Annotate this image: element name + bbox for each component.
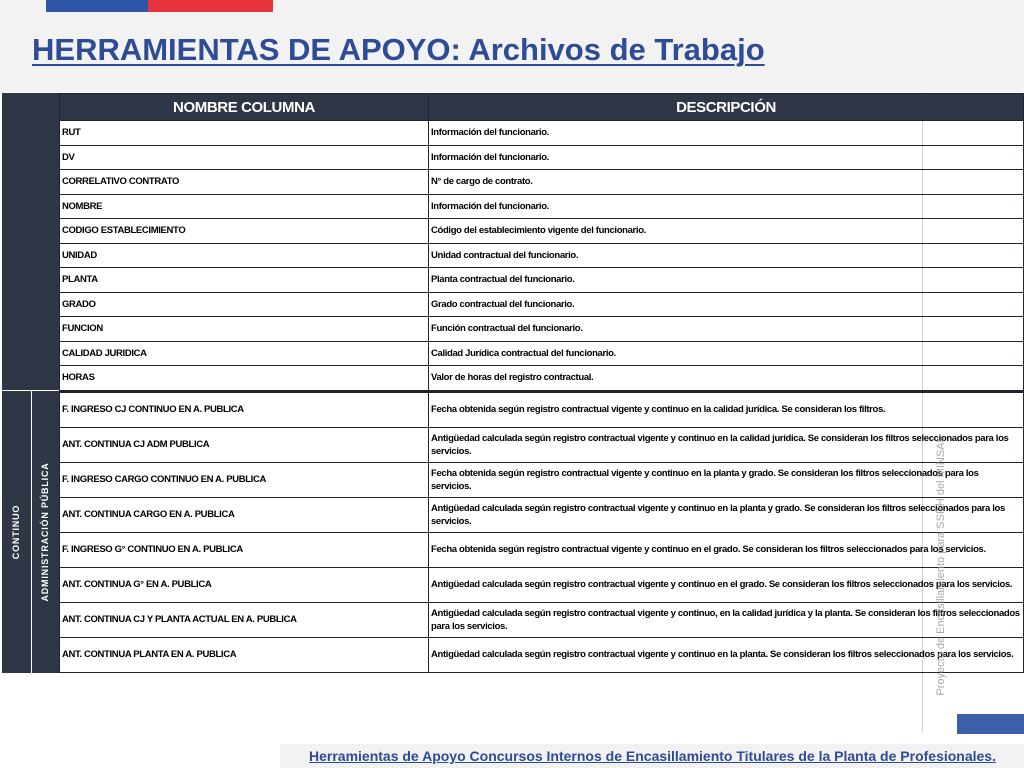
description-cell: Antigüedad calculada según registro contractual vigente y continuo, en la calidad jurídica y la planta. Se consideran los filtros seleccionados para los servicios. xyxy=(429,602,1024,637)
column-name-cell: PLANTA xyxy=(60,268,429,293)
accent-box xyxy=(957,714,1024,734)
watermark-text: Proyecto de Encasillamiento para SSRH del MINSAL xyxy=(935,436,947,696)
table-row xyxy=(60,219,1024,244)
table-row xyxy=(60,497,1024,532)
description-cell: Antigüedad calculada según registro contractual vigente y continuo en la calidad jurídica. Se consideran los filtros seleccionados para los servicios. xyxy=(429,427,1024,462)
table-row xyxy=(60,317,1024,342)
description-cell: Antigüedad calculada según registro contractual vigente y continuo en el grado. Se consideran los filtros seleccionados para los servicios. xyxy=(429,567,1024,602)
column-name-cell: CALIDAD JURIDICA xyxy=(60,341,429,366)
table-row xyxy=(60,462,1024,497)
group-label-administracion-publica: ADMINISTRACIÓN PÚBLICA xyxy=(40,462,50,602)
column-name-cell: GRADO xyxy=(60,292,429,317)
description-cell: Información del funcionario. xyxy=(429,194,1024,219)
column-name-cell: UNIDAD xyxy=(60,243,429,268)
table-row xyxy=(60,366,1024,392)
columns-table xyxy=(59,93,1024,673)
column-name-cell: ANT. CONTINUA CARGO EN A. PUBLICA xyxy=(60,497,429,532)
column-name-cell: HORAS xyxy=(60,366,429,392)
side-rail-top xyxy=(2,93,59,390)
column-name-cell: F. INGRESO G° CONTINUO EN A. PUBLICA xyxy=(60,532,429,567)
column-name-cell: DV xyxy=(60,145,429,170)
column-name-cell: ANT. CONTINUA G° EN A. PUBLICA xyxy=(60,567,429,602)
description-cell: Valor de horas del registro contractual. xyxy=(429,366,1024,392)
table-row xyxy=(60,391,1024,427)
description-cell: Antigüedad calculada según registro contractual vigente y continuo en la planta. Se consideran los filtros seleccionados para los servicios. xyxy=(429,637,1024,672)
side-rail-divider xyxy=(31,391,32,673)
footer-link[interactable]: Herramientas de Apoyo Concursos Internos de Encasillamiento Titulares de la Planta de Profesionales. xyxy=(309,748,996,764)
table-row xyxy=(60,145,1024,170)
column-name-cell: FUNCION xyxy=(60,317,429,342)
column-name-cell: ANT. CONTINUA CJ Y PLANTA ACTUAL EN A. PUBLICA xyxy=(60,602,429,637)
group-label-continuo: CONTINUO xyxy=(11,504,21,560)
description-cell: Código del establecimiento vigente del funcionario. xyxy=(429,219,1024,244)
flag-red-stripe xyxy=(148,0,273,12)
description-cell: Unidad contractual del funcionario. xyxy=(429,243,1024,268)
table-row xyxy=(60,427,1024,462)
column-name-cell: NOMBRE xyxy=(60,194,429,219)
column-name-cell: ANT. CONTINUA PLANTA EN A. PUBLICA xyxy=(60,637,429,672)
page-title: HERRAMIENTAS DE APOYO: Archivos de Trabajo xyxy=(32,32,765,67)
table-row xyxy=(60,243,1024,268)
column-name-cell: RUT xyxy=(60,121,429,146)
table-row xyxy=(60,341,1024,366)
description-cell: Planta contractual del funcionario. xyxy=(429,268,1024,293)
description-cell: Antigüedad calculada según registro contractual vigente y continuo en la planta y grado. Se consideran los filtros seleccionados para los servicios. xyxy=(429,497,1024,532)
description-cell: Fecha obtenida según registro contractual vigente y continuo en la calidad jurídica. Se consideran los filtros. xyxy=(429,391,1024,427)
table-header-row xyxy=(60,94,1024,121)
column-name-cell: ANT. CONTINUA CJ ADM PUBLICA xyxy=(60,427,429,462)
column-name-cell: CORRELATIVO CONTRATO xyxy=(60,170,429,195)
column-name-cell: F. INGRESO CJ CONTINUO EN A. PUBLICA xyxy=(60,391,429,427)
description-cell: Información del funcionario. xyxy=(429,121,1024,146)
description-cell: Función contractual del funcionario. xyxy=(429,317,1024,342)
table-row xyxy=(60,121,1024,146)
flag-blue-stripe xyxy=(46,0,148,12)
table-row xyxy=(60,602,1024,637)
table-row xyxy=(60,567,1024,602)
header-descripcion: DESCRIPCIÓN xyxy=(429,94,1024,121)
table-row xyxy=(60,637,1024,672)
description-cell: Información del funcionario. xyxy=(429,145,1024,170)
description-cell: Fecha obtenida según registro contractual vigente y continuo en la planta y grado. Se consideran los filtros seleccionados para los servicios. xyxy=(429,462,1024,497)
description-cell: N° de cargo de contrato. xyxy=(429,170,1024,195)
table-row xyxy=(60,292,1024,317)
description-cell: Fecha obtenida según registro contractual vigente y continuo en el grado. Se consideran los filtros seleccionados para los servicios. xyxy=(429,532,1024,567)
description-cell: Grado contractual del funcionario. xyxy=(429,292,1024,317)
column-name-cell: CODIGO ESTABLECIMIENTO xyxy=(60,219,429,244)
table-row xyxy=(60,194,1024,219)
table-row xyxy=(60,170,1024,195)
column-name-cell: F. INGRESO CARGO CONTINUO EN A. PUBLICA xyxy=(60,462,429,497)
description-cell: Calidad Jurídica contractual del funcionario. xyxy=(429,341,1024,366)
table-row xyxy=(60,532,1024,567)
header-nombre-columna: NOMBRE COLUMNA xyxy=(60,94,429,121)
table-row xyxy=(60,268,1024,293)
